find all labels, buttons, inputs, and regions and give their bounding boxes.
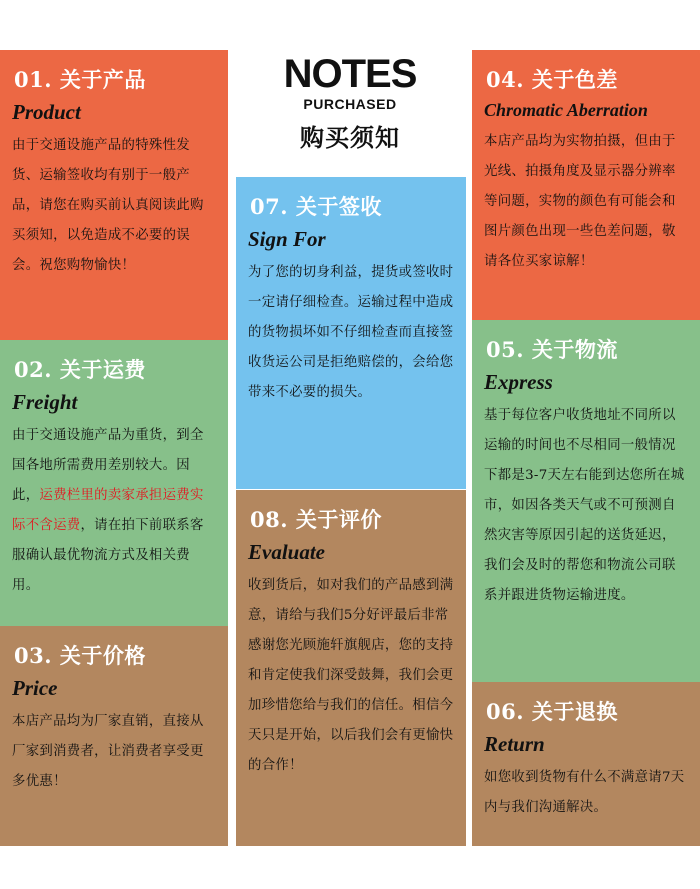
panel-body [12,421,216,601]
panel-body: 本店产品均为厂家直销，直接从厂家到消费者，让消费者享受更多优惠！ [12,714,204,789]
panel-evaluate [236,490,466,846]
panel-body: 基于每位客户收货地址不同所以运输的时间也不尽相同一般情况下都是3-7天左右能到达您所在城市，如因各类天气或不可预测自然灾害等原因引起的送货延迟，我们会及时的帮您和物流公司联系并跟进货物运输进度。 [484,408,685,603]
panel-subtitle: Sign For [248,227,326,251]
panel-title: 02. 关于运费 [14,357,146,382]
panel-title: 04. 关于色差 [486,67,618,92]
panel-return [472,682,700,846]
panel-body: 为了您的切身利益，提货或签收时一定请仔细检查。运输过程中造成的货物损坏如不仔细检查而直接签收货运公司是拒绝赔偿的，会给您带来不必要的损失。 [248,265,454,400]
panel-title: 01. 关于产品 [14,67,146,92]
panel-title: 08. 关于评价 [250,507,382,532]
panel-title: 07. 关于签收 [250,194,382,219]
panel-subtitle: Chromatic Aberration [484,100,648,120]
panel-title: 05. 关于物流 [486,337,618,362]
panel-title: 03. 关于价格 [14,643,146,668]
panel-title: 06. 关于退换 [486,699,618,724]
panel-sign-for [236,177,466,489]
panel-subtitle: Return [484,732,545,756]
page-title: 购买须知 [300,124,400,152]
panel-subtitle: Evaluate [248,540,325,564]
purchased-subheading: PURCHASED [303,96,397,112]
notes-heading: NOTES [283,52,417,96]
panel-body: 由于交通设施产品的特殊性发货、运输签收均有别于一般产品，请您在购买前认真阅读此购买须知，以免造成不必要的误会。祝您购物愉快！ [12,138,204,273]
panel-price [0,626,228,846]
panel-chromatic-aberration [472,50,700,320]
panel-body: 本店产品均为实物拍摄，但由于光线、拍摄角度及显示器分辨率等问题，实物的颜色有可能会和图片颜色出现一些色差问题，敬请各位买家谅解！ [484,134,676,269]
highlight-text: 运费栏里的卖家承担运费实际不含运费 [12,488,204,533]
notes-header [238,50,462,175]
panel-product [0,50,228,340]
panel-subtitle: Price [12,676,58,700]
body-text: 由于交通设施产品为重货，到全国各地所需费用差别较大。因此， [12,428,204,503]
panel-subtitle: Product [12,100,81,124]
panel-body: 收到货后，如对我们的产品感到满意，请给与我们5分好评最后非常感谢您光顾施轩旗舰店，您的支持和肯定使我们深受鼓舞，我们会更加珍惜您给与我们的信任。相信今天只是开始，以后我们会有更愉快的合作！ [248,578,454,773]
panel-body: 如您收到货物有什么不满意请7天内与我们沟通解决。 [484,770,685,815]
panel-express [472,320,700,682]
panel-subtitle: Freight [12,390,78,414]
panel-subtitle: Express [484,370,553,394]
panel-freight [0,340,228,626]
body-text: ，请在拍下前联系客服确认最优物流方式及相关费用。 [12,518,204,593]
